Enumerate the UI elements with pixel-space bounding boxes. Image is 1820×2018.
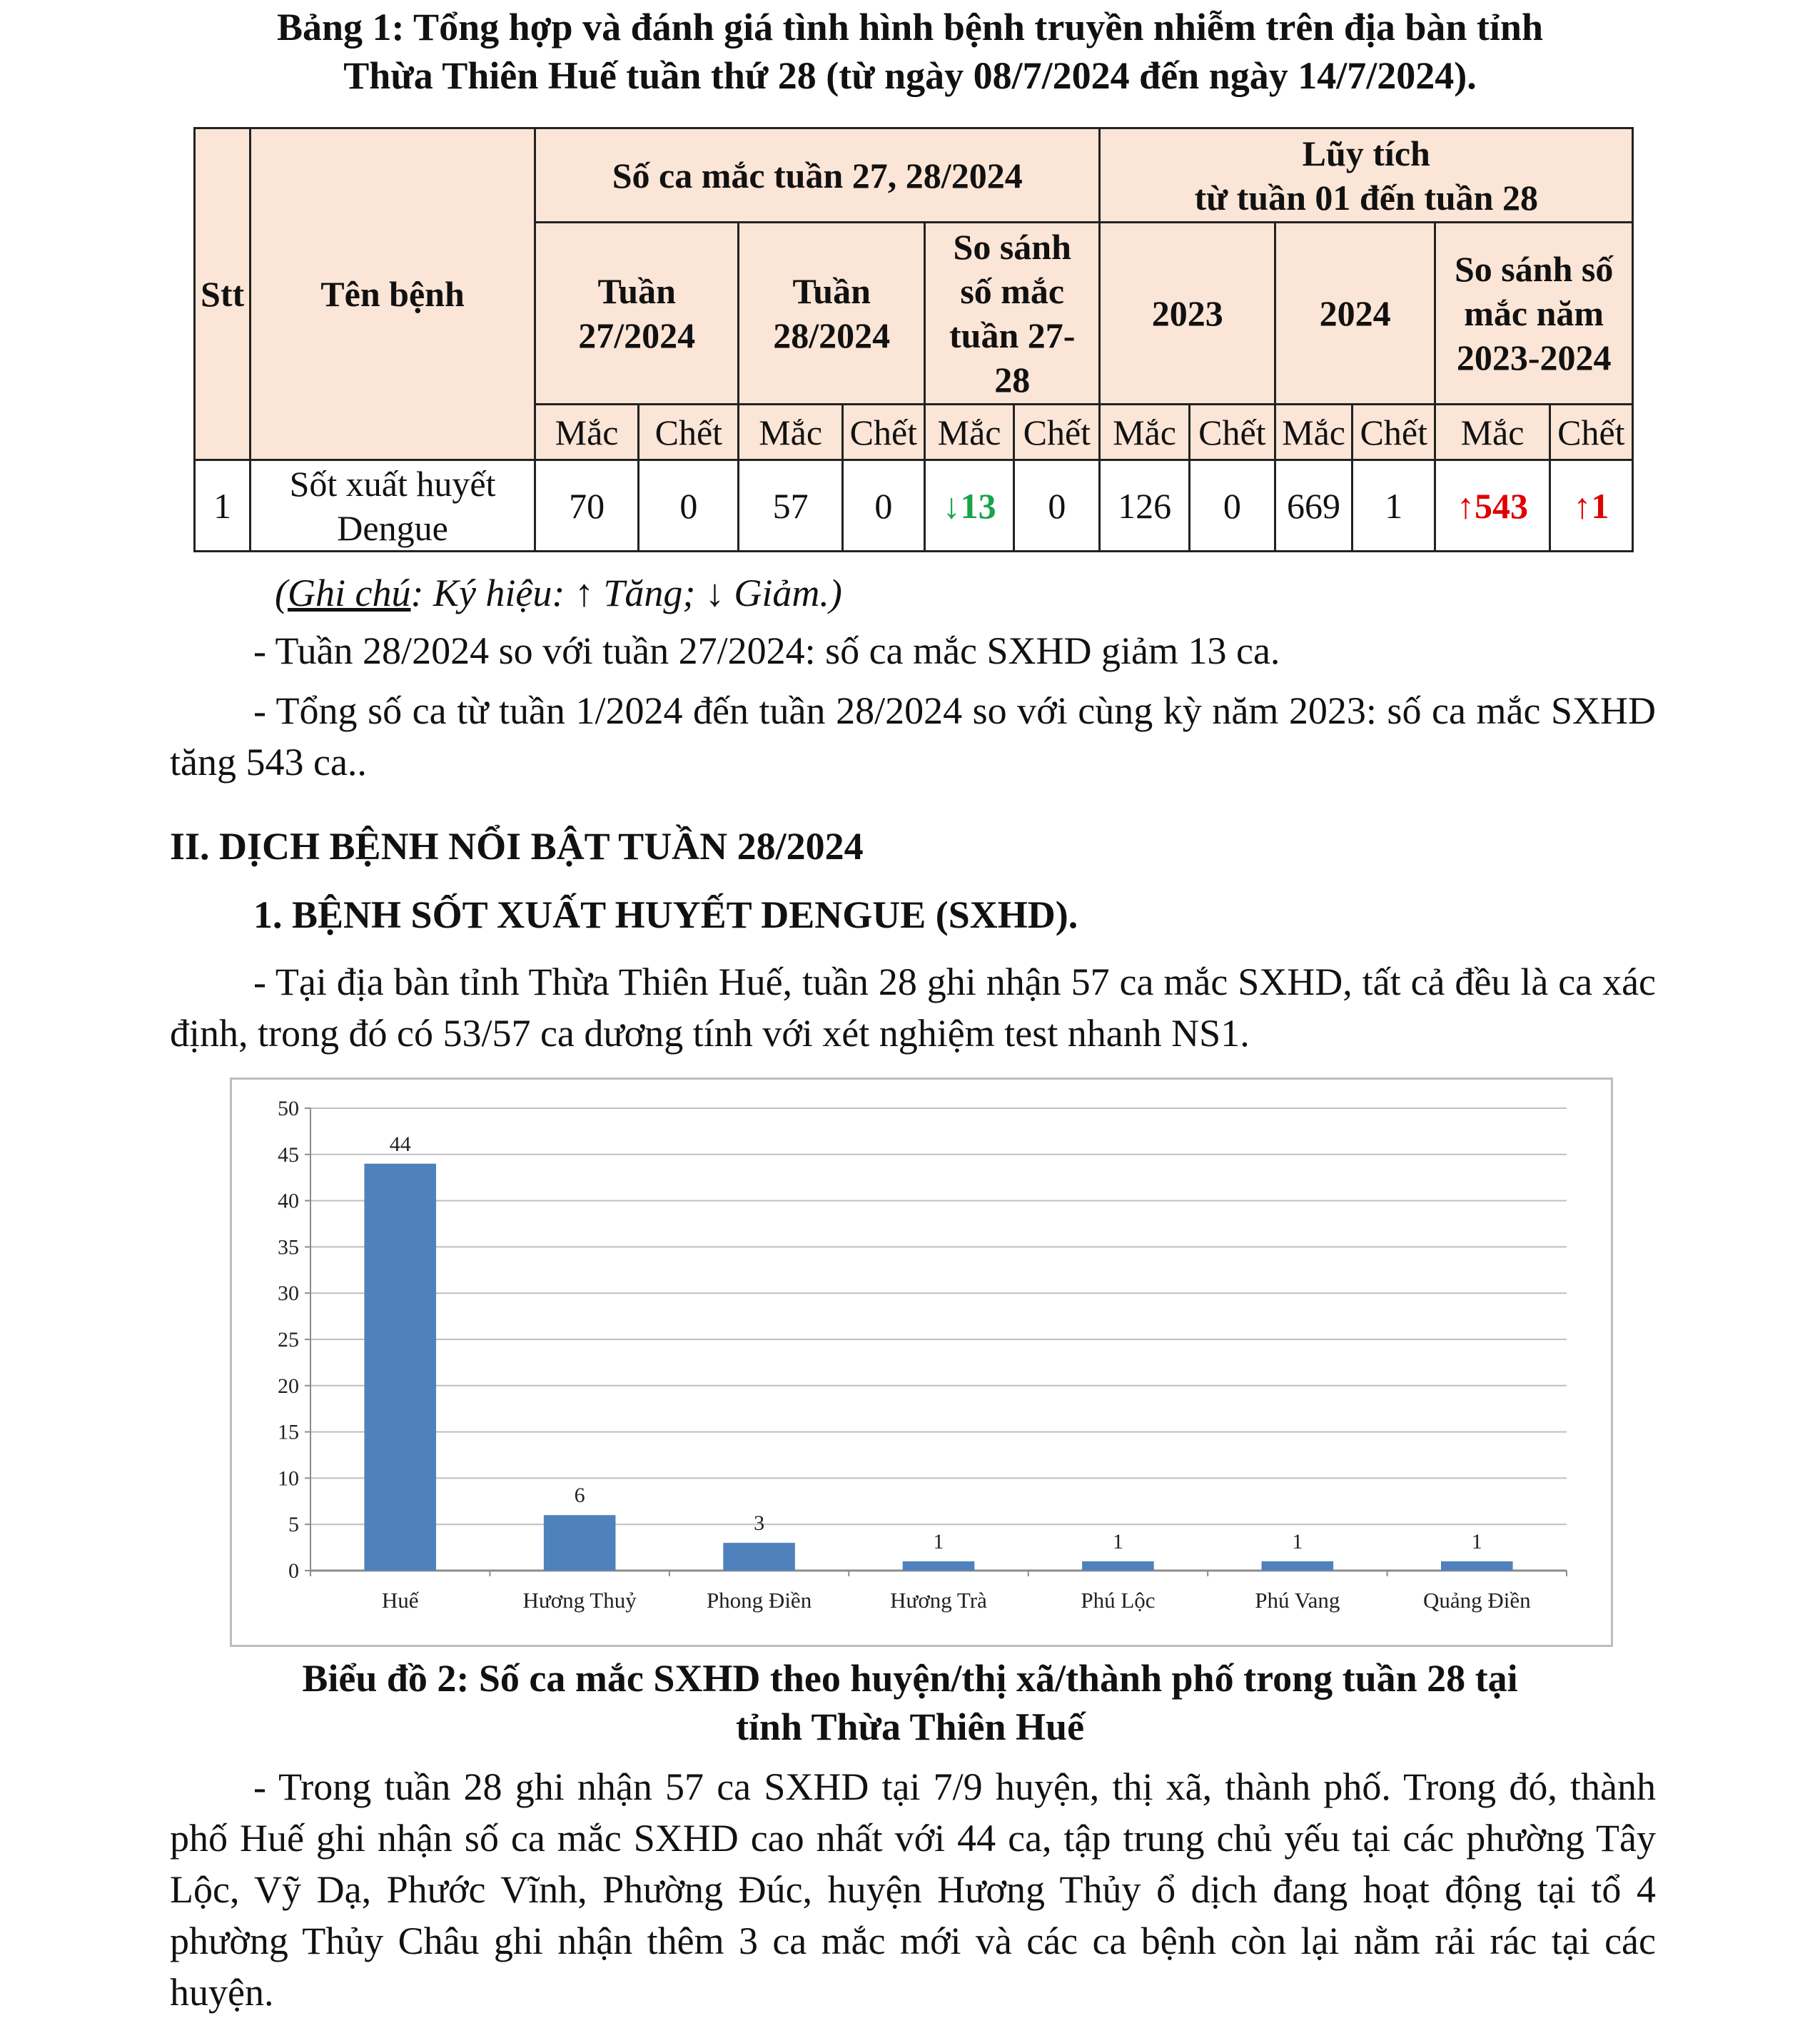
cell-compare-weeks-mac: ↓13	[924, 460, 1013, 552]
header-year-2023: 2023	[1100, 223, 1275, 405]
header-week28	[739, 223, 925, 405]
header-cumulative-line2: từ tuần 01 đến tuần 28	[1194, 177, 1538, 218]
paragraph-year-compare: - Tổng số ca từ tuần 1/2024 đến tuần 28/2024 so với cùng kỳ năm 2023: số ca mắc SXHD tăng 543 ca..	[170, 689, 1656, 784]
district-bar-chart	[230, 1078, 1613, 1647]
data-label: 6	[574, 1484, 585, 1508]
cell-disease-name	[251, 460, 535, 552]
bar	[364, 1164, 436, 1571]
header-stt: Stt	[195, 128, 251, 460]
data-label: 1	[1112, 1530, 1123, 1554]
cell-2023-mac: 126	[1100, 460, 1189, 552]
category-label: Phú Vang	[1255, 1588, 1340, 1613]
cell-compare-weeks-chet: 0	[1014, 460, 1100, 552]
table-title-line1: Bảng 1: Tổng hợp và đánh giá tình hình bệnh truyền nhiễm trên địa bàn tỉnh	[277, 6, 1543, 49]
chart-svg	[232, 1080, 1611, 1645]
data-label: 1	[1471, 1530, 1482, 1554]
table-title-line2: Thừa Thiên Huế tuần thứ 28 (từ ngày 08/7/2024 đến ngày 14/7/2024).	[343, 54, 1477, 97]
bar	[1262, 1561, 1334, 1571]
note-open-paren: (	[275, 572, 288, 614]
cell-week28-mac: 57	[739, 460, 842, 552]
data-label: 1	[1292, 1530, 1303, 1554]
table-row	[195, 460, 1633, 552]
header-compare-years-line1: So sánh số	[1455, 249, 1614, 289]
disease-summary-table	[193, 127, 1634, 552]
y-tick-label: 25	[278, 1328, 299, 1352]
header-mac: Mắc	[739, 405, 842, 460]
header-compare-weeks	[924, 223, 1100, 405]
header-mac: Mắc	[535, 405, 638, 460]
bar	[903, 1561, 975, 1571]
header-compare-years	[1435, 223, 1633, 405]
cell-compare-years-mac: ↑543	[1435, 460, 1549, 552]
header-cumulative-group	[1100, 128, 1633, 223]
bar	[1082, 1561, 1154, 1571]
cell-2024-chet: 1	[1353, 460, 1435, 552]
y-tick-label: 15	[278, 1420, 299, 1444]
data-label: 44	[389, 1132, 411, 1156]
header-compare-weeks-line2: số mắc	[960, 271, 1065, 311]
category-label: Hương Thuỷ	[522, 1588, 637, 1613]
header-chet: Chết	[1549, 405, 1632, 460]
y-tick-label: 50	[278, 1097, 299, 1120]
category-label: Phú Lộc	[1081, 1588, 1156, 1613]
header-compare-years-line3: 2023-2024	[1456, 338, 1612, 377]
paragraph-week-compare: - Tuần 28/2024 so với tuần 27/2024: số ca mắc SXHD giảm 13 ca.	[253, 629, 1280, 672]
cell-stt: 1	[195, 460, 251, 552]
header-cumulative-line1: Lũy tích	[1302, 133, 1430, 173]
header-compare-weeks-line4: 28	[994, 360, 1031, 400]
cell-compare-years-chet: ↑1	[1549, 460, 1632, 552]
table-note	[275, 568, 842, 618]
section-heading: II. DỊCH BỆNH NỔI BẬT TUẦN 28/2024	[170, 825, 864, 868]
bar	[544, 1515, 616, 1571]
subsection-heading: 1. BỆNH SỐT XUẤT HUYẾT DENGUE (SXHD).	[253, 893, 1078, 936]
chart-caption	[178, 1654, 1642, 1751]
header-disease-name: Tên bệnh	[251, 128, 535, 460]
header-chet: Chết	[842, 405, 924, 460]
header-compare-weeks-line1: So sánh	[953, 227, 1071, 267]
header-compare-weeks-line3: tuần 27-	[949, 315, 1076, 355]
y-tick-label: 20	[278, 1374, 299, 1398]
note-text: : Ký hiệu: ↑ Tăng; ↓ Giảm.)	[410, 572, 842, 614]
bar	[1441, 1561, 1513, 1571]
cell-disease-name-line1: Sốt xuất huyết	[289, 463, 496, 504]
bar	[723, 1543, 795, 1571]
cell-week28-chet: 0	[842, 460, 924, 552]
table-title	[143, 3, 1677, 100]
y-tick-label: 10	[278, 1466, 299, 1491]
header-mac: Mắc	[1435, 405, 1549, 460]
header-mac: Mắc	[924, 405, 1013, 460]
y-tick-label: 35	[278, 1235, 299, 1259]
note-label: Ghi chú	[287, 572, 411, 614]
header-week27	[535, 223, 739, 405]
paragraph-cases-summary: - Tại địa bàn tỉnh Thừa Thiên Huế, tuần 28 ghi nhận 57 ca mắc SXHD, tất cả đều là ca xác định, trong đó có 53/57 ca dương tính với xét nghiệm test nhanh NS1.	[170, 960, 1656, 1055]
chart-caption-line1: Biểu đồ 2: Số ca mắc SXHD theo huyện/thị xã/thành phố trong tuần 28 tại	[302, 1657, 1518, 1700]
cell-2024-mac: 669	[1275, 460, 1352, 552]
data-label: 1	[933, 1530, 944, 1554]
cell-week27-chet: 0	[639, 460, 739, 552]
category-label: Huế	[381, 1588, 419, 1613]
header-week27-line2: 27/2024	[578, 315, 696, 355]
header-week27-line1: Tuần	[597, 271, 676, 311]
header-mac: Mắc	[1100, 405, 1189, 460]
header-mac: Mắc	[1275, 405, 1352, 460]
category-label: Quảng Điền	[1422, 1588, 1531, 1613]
header-weekly-group: Số ca mắc tuần 27, 28/2024	[535, 128, 1100, 223]
header-week28-line1: Tuần	[792, 271, 871, 311]
y-tick-label: 40	[278, 1189, 299, 1213]
category-label: Phong Điền	[706, 1588, 812, 1613]
header-chet: Chết	[1014, 405, 1100, 460]
header-chet: Chết	[1353, 405, 1435, 460]
category-label: Hương Trà	[890, 1588, 987, 1613]
y-tick-label: 0	[288, 1559, 299, 1583]
cell-week27-mac: 70	[535, 460, 638, 552]
y-tick-label: 5	[288, 1513, 299, 1537]
header-year-2024: 2024	[1275, 223, 1435, 405]
header-week28-line2: 28/2024	[773, 315, 891, 355]
paragraph-district-detail: - Trong tuần 28 ghi nhận 57 ca SXHD tại 7/9 huyện, thị xã, thành phố. Trong đó, thành phố Huế ghi nhận số ca mắc SXHD cao nhất với 44 ca, tập trung chủ yếu tại các phường Tây Lộc, Vỹ Dạ, Phước Vĩnh, Phường Đúc, huyện Hương Thủy ổ dịch đang hoạt động tại tổ 4 phường Thủy Châu ghi nhận thêm 3 ca mắc mới và các ca bệnh còn lại nằm rải rác tại các huyện.	[170, 1765, 1656, 2014]
data-label: 3	[754, 1511, 765, 1536]
header-chet: Chết	[639, 405, 739, 460]
y-tick-label: 30	[278, 1282, 299, 1306]
y-tick-label: 45	[278, 1142, 299, 1167]
chart-caption-line2: tỉnh Thừa Thiên Huế	[735, 1705, 1085, 1748]
cell-disease-name-line2: Dengue	[337, 507, 448, 548]
cell-2023-chet: 0	[1189, 460, 1275, 552]
header-chet: Chết	[1189, 405, 1275, 460]
header-compare-years-line2: mắc năm	[1464, 293, 1604, 333]
